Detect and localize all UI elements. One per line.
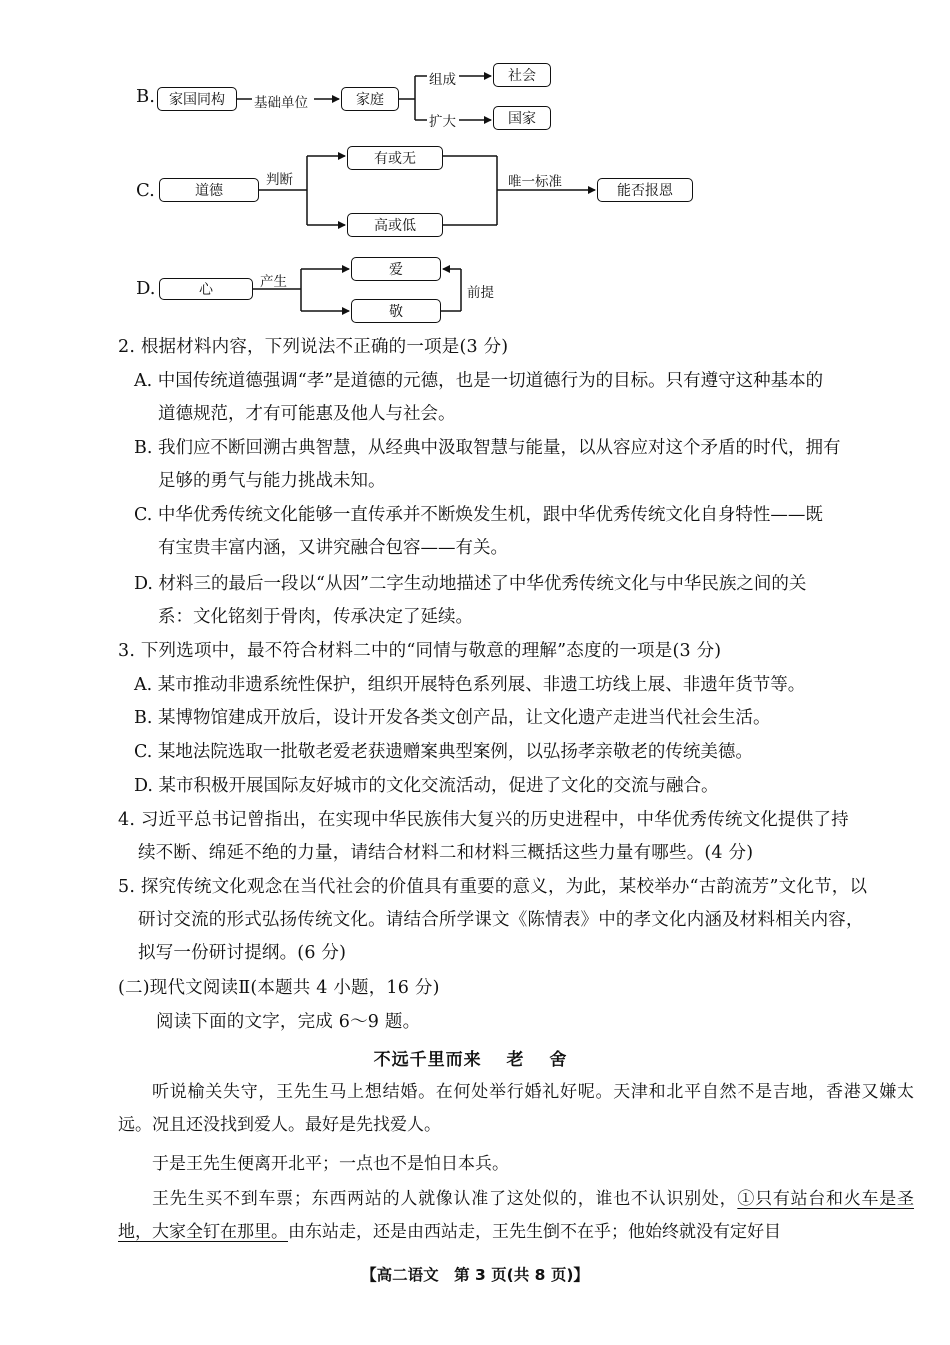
option-label-c: C. bbox=[136, 180, 155, 201]
box-respect: 敬 bbox=[351, 299, 441, 323]
box-high-or-low: 高或低 bbox=[347, 213, 443, 237]
option-label-b: B. bbox=[136, 86, 155, 107]
story-title bbox=[0, 1045, 950, 1070]
box-repay-kindness: 能否报恩 bbox=[597, 178, 693, 202]
box-country: 国家 bbox=[493, 106, 551, 130]
edge-label-premise: 前提 bbox=[467, 285, 494, 301]
question-3-option-c: C. 某地法院选取一批敬老爱老获遗赠案典型案例，以弘扬孝亲敬老的传统美德。 bbox=[134, 742, 753, 762]
section-instruction: 阅读下面的文字，完成 6～9 题。 bbox=[156, 1012, 421, 1032]
story-title-text: 不远千里而来 bbox=[373, 1050, 482, 1070]
question-2-stem: 2. 根据材料内容，下列说法不正确的一项是(3 分) bbox=[118, 337, 509, 357]
edge-label-basic-unit: 基础单位 bbox=[254, 95, 308, 111]
box-society: 社会 bbox=[493, 63, 551, 87]
question-4: 4. 习近平总书记曾指出，在实现中华民族伟大复兴的历史进程中，中华优秀传统文化提供了持 续不断、绵延不绝的力量，请结合材料二和材料三概括这些力量有哪些。(4 分) bbox=[118, 810, 849, 863]
box-family: 家庭 bbox=[341, 87, 399, 111]
edge-label-compose: 组成 bbox=[429, 72, 456, 88]
story-paragraph-3: 王先生买不到车票；东西两站的人就像认准了这处似的，谁也不认识别处，①只有站台和火车是圣地，大家全钉在那里。由东站走，还是由西站走，王先生倒不在乎；他始终就没有定好目 bbox=[118, 1189, 915, 1242]
story-paragraph-1: 听说榆关失守，王先生马上想结婚。在何处举行婚礼好呢。天津和北平自然不是吉地，香港又嫌太远。况且还没找到爱人。最好是先找爱人。 bbox=[118, 1082, 914, 1135]
story-author: 老 舍 bbox=[506, 1050, 577, 1070]
box-heart: 心 bbox=[159, 278, 253, 300]
question-3-option-a: A. 某市推动非遗系统性保护，组织开展特色系列展、非遗工坊线上展、非遗年货节等。 bbox=[134, 675, 806, 695]
box-jiaguo: 家国同构 bbox=[157, 87, 237, 111]
underlined-sentence-1: ①只有站台和火车是圣地，大家全钉在那里。 bbox=[118, 1189, 915, 1242]
section-heading: (二)现代文阅读Ⅱ(本题共 4 小题，16 分) bbox=[118, 978, 440, 998]
question-2-option-d: D. 材料三的最后一段以“从因”二字生动地描述了中华优秀传统文化与中华民族之间的关 系：文化铭刻于骨肉，传承决定了延续。 bbox=[134, 574, 807, 627]
page-footer: 【高二语文 第 3 页(共 8 页)】 bbox=[361, 1266, 589, 1284]
edge-label-judge: 判断 bbox=[266, 172, 293, 188]
question-2-option-c: C. 中华优秀传统文化能够一直传承并不断焕发生机，跟中华优秀传统文化自身特性——既 有宝贵丰富内涵，又讲究融合包容——有关。 bbox=[134, 505, 823, 558]
edge-label-only-standard: 唯一标准 bbox=[508, 174, 562, 190]
edge-label-produce: 产生 bbox=[260, 274, 287, 290]
story-paragraph-2: 于是王先生便离开北平；一点也不是怕日本兵。 bbox=[152, 1154, 509, 1174]
box-love: 爱 bbox=[351, 257, 441, 281]
question-3-option-b: B. 某博物馆建成开放后，设计开发各类文创产品，让文化遗产走进当代社会生活。 bbox=[134, 708, 771, 728]
box-morality: 道德 bbox=[159, 178, 259, 202]
question-3-option-d: D. 某市积极开展国际友好城市的文化交流活动，促进了文化的交流与融合。 bbox=[134, 776, 719, 796]
question-2-option-a: A. 中国传统道德强调“孝”是道德的元德，也是一切道德行为的目标。只有遵守这种基本的 道德规范，才有可能惠及他人与社会。 bbox=[134, 371, 824, 424]
question-5: 5. 探究传统文化观念在当代社会的价值具有重要的意义，为此，某校举办“古韵流芳”文化节，以 研讨交流的形式弘扬传统文化。请结合所学课文《陈情表》中的孝文化内涵及材料相关内容， 拟写一份研讨提纲。(6 分) bbox=[118, 877, 868, 963]
question-3-stem: 3. 下列选项中，最不符合材料二中的“同情与敬意的理解”态度的一项是(3 分) bbox=[118, 641, 722, 661]
question-2-option-b: B. 我们应不断回溯古典智慧，从经典中汲取智慧与能量，以从容应对这个矛盾的时代，拥有 足够的勇气与能力挑战未知。 bbox=[134, 438, 841, 491]
box-has-or-not: 有或无 bbox=[347, 146, 443, 170]
diagram-connectors bbox=[0, 0, 950, 340]
option-label-d: D. bbox=[136, 278, 156, 299]
edge-label-expand: 扩大 bbox=[429, 114, 456, 130]
